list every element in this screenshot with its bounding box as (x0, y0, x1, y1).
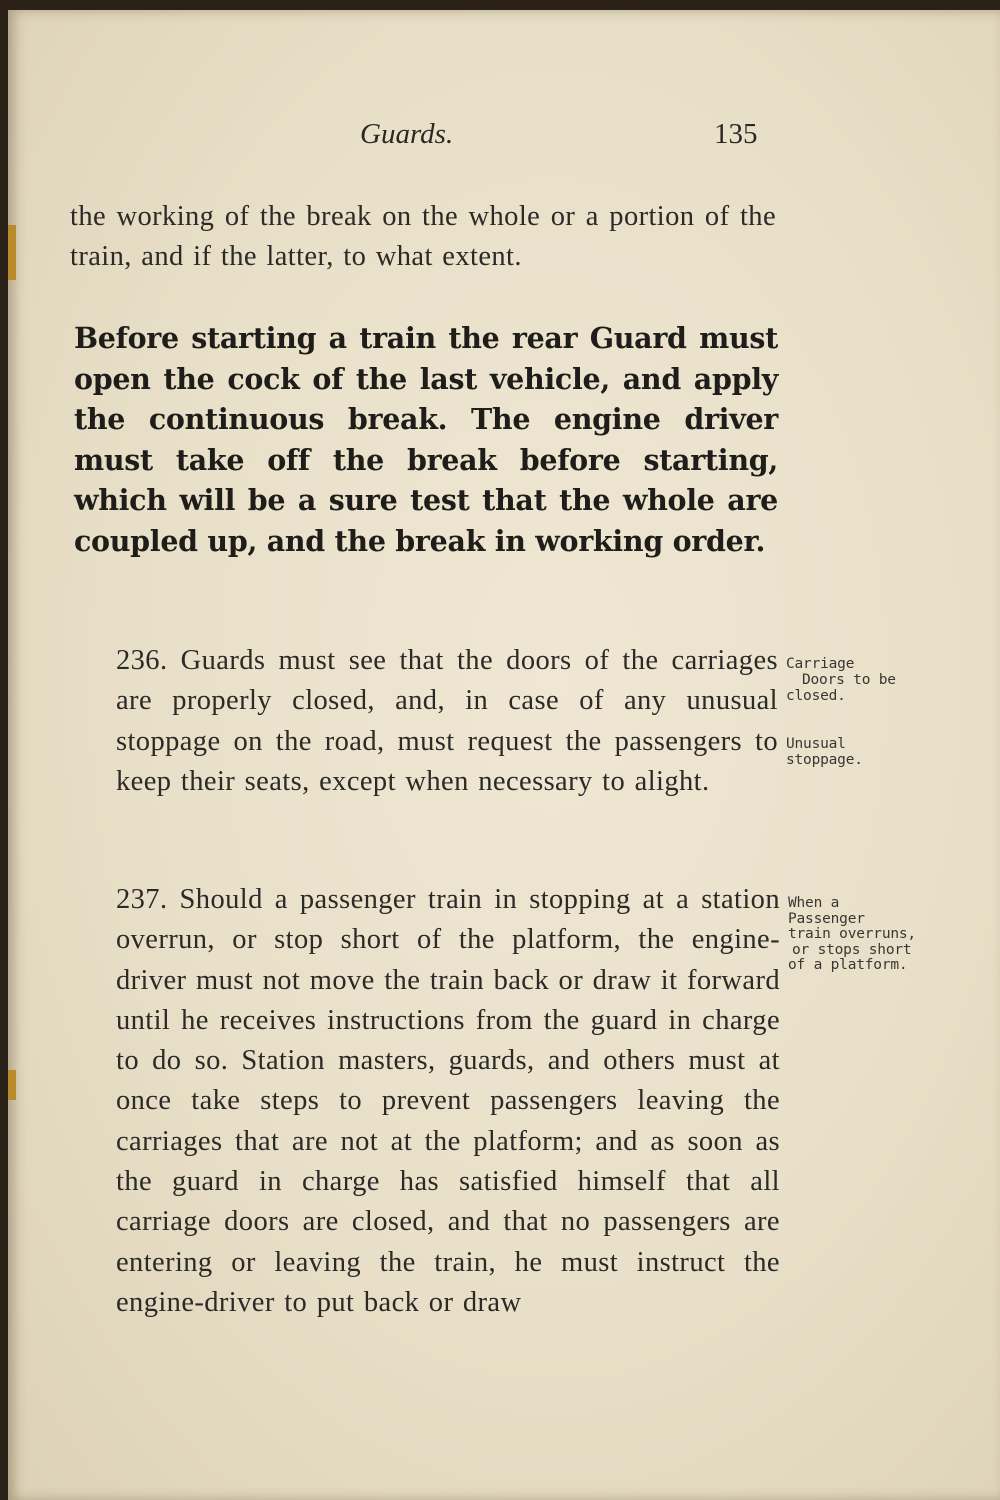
rule-237 (78, 880, 780, 1323)
margin-note-line: Passenger (788, 910, 865, 927)
page-header (0, 118, 1000, 158)
margin-note-carriage-doors (786, 656, 946, 704)
margin-note-line: Carriage (786, 656, 855, 672)
rule-236 (78, 641, 778, 802)
rule-text: Should a passenger train in stopping at a station overrun, or stop short of the platform, the engine-driver must not move the train back or draw it forward until he receives instructions from the guard in charge to do so. Station masters, guards, and others must at once take steps to prevent passengers leaving the carriages that are not at the platform; and as soon as the guard in charge has satisfied himself that all carriage doors are closed, and that no passengers are entering or leaving the train, he must instruct the engine-driver to put back or draw (116, 884, 780, 1318)
page-number: 135 (714, 118, 758, 150)
margin-note-line: Unusual (786, 736, 846, 752)
margin-note-line: or stops short (792, 941, 912, 958)
page-edge-mark (8, 225, 16, 280)
margin-note-line: closed. (786, 688, 846, 704)
margin-note-line: train overruns, (788, 926, 916, 942)
margin-note-line: stoppage. (786, 752, 863, 768)
margin-note-unusual-stoppage (786, 736, 946, 768)
continuation-paragraph: the working of the break on the whole or a portion of the train, and if the latter, to what extent. (70, 201, 776, 273)
rule-number: 237. (116, 884, 168, 915)
page-edge-mark (8, 1070, 16, 1100)
running-title: Guards. (360, 118, 454, 150)
rule-236-paragraph (78, 641, 778, 802)
margin-note-line: of a platform. (788, 957, 908, 973)
margin-note-line: Doors to be (802, 672, 896, 688)
rule-237-paragraph (78, 880, 780, 1323)
margin-note-overrun (788, 896, 948, 974)
rule-text: Guards must see that the doors of the carriages are properly closed, and, in case of any unusual stoppage on the road, must request the passengers to keep their seats, except when necessary to alight. (116, 645, 778, 797)
bold-instruction-paragraph: Before starting a train the rear Guard must open the cock of the last vehicle, and apply the continuous break. The engine driver must take off the break before starting, which will be a sure test that the whole are coupled up, and the break in working order. (74, 321, 778, 558)
continuation-paragraph-block (70, 197, 776, 278)
rule-number: 236. (116, 645, 168, 676)
margin-note-line: When a (788, 895, 840, 911)
